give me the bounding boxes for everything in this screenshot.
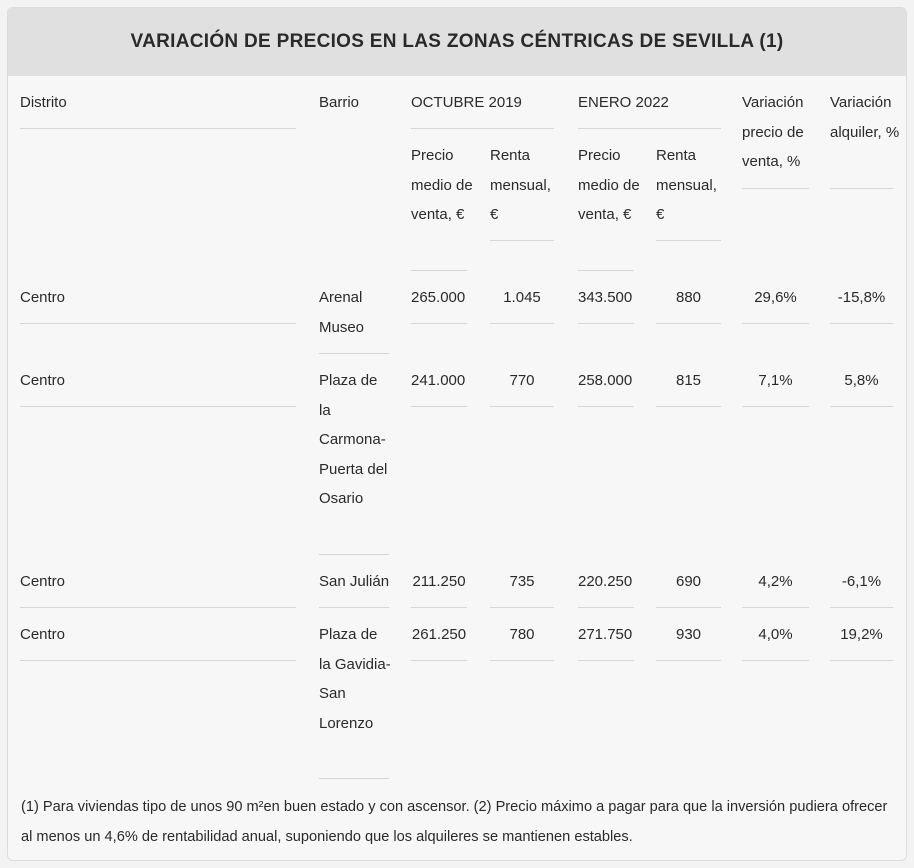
divider [20, 128, 296, 129]
divider [578, 406, 634, 407]
divider [656, 607, 721, 608]
divider [830, 323, 893, 324]
divider [490, 406, 554, 407]
divider [742, 607, 809, 608]
row-1-renta-ene: 880 [675, 289, 702, 306]
divider [742, 188, 809, 189]
header-enero-2022: ENERO 2022 [578, 94, 669, 111]
row-4-renta-oct: 780 [509, 626, 535, 643]
header-variacion-venta: Variación precio de venta, % [742, 94, 804, 170]
row-1-var-alquiler: -15,8% [837, 289, 886, 306]
divider [578, 270, 634, 271]
row-2-barrio: Plaza de la Carmona-Puerta del Osario [319, 372, 388, 507]
header-variacion-alquiler: Variación alquiler, % [830, 94, 900, 141]
divider [411, 270, 467, 271]
divider [411, 660, 467, 661]
divider [411, 607, 467, 608]
row-3-precio-oct: 211.250 [412, 573, 466, 590]
header-renta-oct: Renta mensual, € [490, 147, 551, 223]
divider [20, 406, 296, 407]
divider [742, 406, 809, 407]
divider [830, 188, 893, 189]
header-distrito: Distrito [20, 94, 67, 111]
row-3-var-alquiler: -6,1% [841, 573, 882, 590]
row-4-precio-ene: 271.750 [578, 626, 633, 643]
row-4-var-venta: 4,0% [758, 626, 793, 643]
row-2-distrito: Centro [20, 372, 66, 389]
divider [656, 240, 721, 241]
row-3-renta-oct: 735 [509, 573, 535, 590]
row-2-precio-ene: 258.000 [578, 372, 633, 389]
divider [20, 607, 296, 608]
row-4-barrio: Plaza de la Gavidia-San Lorenzo [319, 626, 391, 732]
divider [411, 323, 467, 324]
divider [490, 660, 554, 661]
title-bar [8, 8, 906, 76]
divider [578, 323, 634, 324]
row-1-precio-oct: 265.000 [411, 289, 466, 306]
row-2-precio-oct: 241.000 [411, 372, 466, 389]
divider [20, 660, 296, 661]
price-table-card [7, 7, 907, 861]
row-2-renta-ene: 815 [675, 372, 702, 389]
row-3-barrio: San Julián [319, 573, 390, 590]
row-1-precio-ene: 343.500 [578, 289, 633, 306]
header-octubre-2019: OCTUBRE 2019 [411, 94, 522, 111]
divider [742, 323, 809, 324]
divider [578, 128, 721, 129]
divider [319, 554, 389, 555]
divider [490, 323, 554, 324]
row-1-renta-oct: 1.045 [503, 289, 541, 306]
row-3-var-venta: 4,2% [758, 573, 793, 590]
table-title: VARIACIÓN DE PRECIOS EN LAS ZONAS CÉNTRICAS DE SEVILLA (1) [130, 31, 784, 52]
row-3-distrito: Centro [20, 573, 66, 590]
divider [319, 353, 389, 354]
row-1-distrito: Centro [20, 289, 66, 306]
row-4-precio-oct: 261.250 [411, 626, 467, 643]
row-3-renta-ene: 690 [675, 573, 702, 590]
header-precio-ene: Precio medio de venta, € [578, 147, 640, 223]
header-renta-ene: Renta mensual, € [656, 147, 717, 223]
divider [319, 778, 389, 779]
divider [411, 406, 467, 407]
divider [490, 607, 554, 608]
divider [578, 607, 634, 608]
divider [742, 660, 809, 661]
divider [830, 660, 893, 661]
divider [656, 323, 721, 324]
row-3-precio-ene: 220.250 [578, 573, 633, 590]
row-4-var-alquiler: 19,2% [840, 626, 883, 643]
divider [411, 128, 554, 129]
header-barrio: Barrio [319, 94, 360, 111]
row-2-var-alquiler: 5,8% [844, 372, 879, 389]
row-2-renta-oct: 770 [509, 372, 535, 389]
divider [319, 607, 389, 608]
divider [830, 607, 893, 608]
divider [830, 406, 893, 407]
divider [20, 323, 296, 324]
divider [656, 660, 721, 661]
row-4-distrito: Centro [20, 626, 66, 643]
header-precio-oct: Precio medio de venta, € [411, 147, 473, 223]
table-footnote: (1) Para viviendas tipo de unos 90 m²en buen estado y con ascensor. (2) Precio máximo a pagar para que la inversión pudiera ofrecer al menos un 4,6% de rentabilidad anual, suponiendo que los alquileres se mantienen estables. [21, 799, 888, 845]
divider [656, 406, 721, 407]
row-1-barrio: Arenal Museo [319, 289, 365, 336]
row-2-var-venta: 7,1% [758, 372, 793, 389]
row-1-var-venta: 29,6% [754, 289, 797, 306]
divider [578, 660, 634, 661]
row-4-renta-ene: 930 [675, 626, 702, 643]
divider [490, 240, 554, 241]
